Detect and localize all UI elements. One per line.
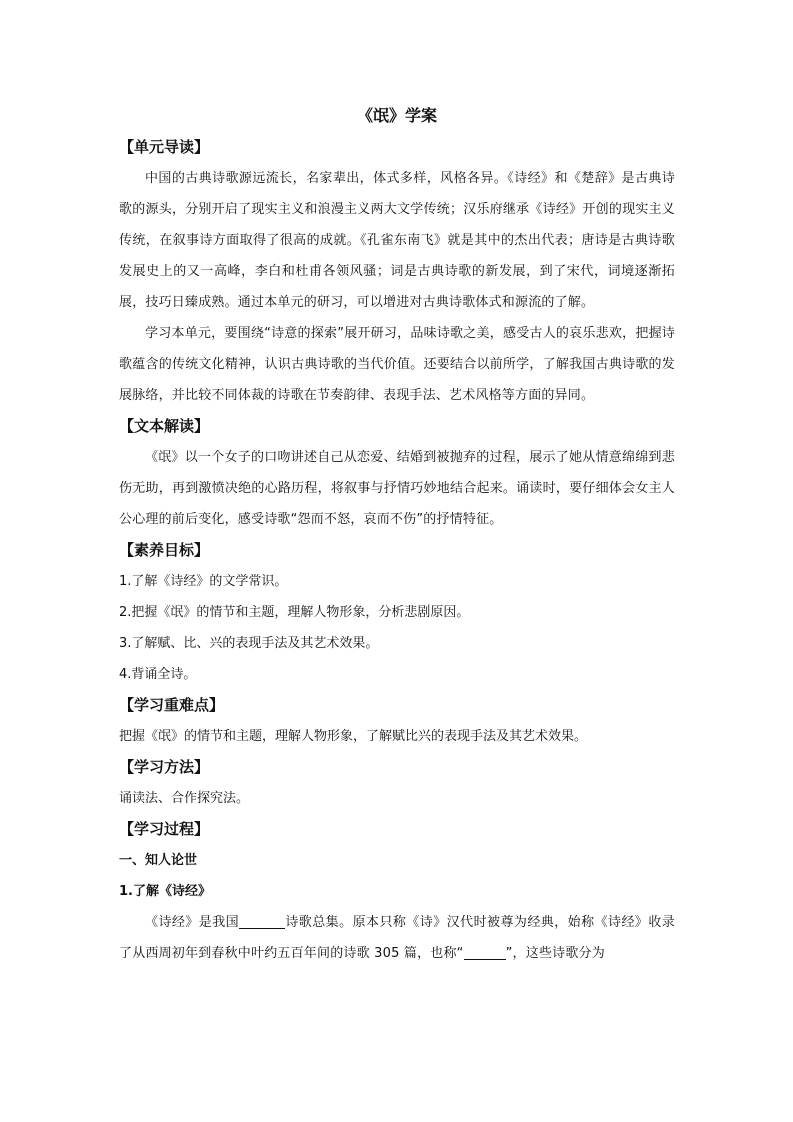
document-page [119, 100, 675, 969]
heading-unit-intro: 【单元导读】 [119, 138, 210, 156]
shijing-fill-paragraph [119, 907, 675, 969]
page-title: 《氓》学案 [356, 106, 437, 125]
subheading-shijing: 1.了解《诗经》 [119, 884, 211, 899]
goal-item-3: 3.了解赋、比、兴的表现手法及其艺术效果。 [119, 636, 379, 651]
heading-methods: 【学习方法】 [119, 758, 210, 776]
unit-intro-paragraph-2: 学习本单元，要围绕“诗意的探索”展开研习，品味诗歌之美，感受古人的哀乐悲欢，把握诗歌蕴含的传统文化精神，认识古典诗歌的当代价值。还要结合以前所学，了解我国古典诗歌的发展脉络，并比较不同体裁的诗歌在节奏韵律、表现手法、艺术风格等方面的异同。 [119, 326, 675, 403]
fill-text-a: 《诗经》是我国 [145, 915, 240, 930]
fill-blank-2[interactable] [464, 945, 506, 960]
key-points-text: 把握《氓》的情节和主题，理解人物形象，了解赋比兴的表现手法及其艺术效果。 [119, 729, 588, 744]
fill-blank-1[interactable] [239, 914, 285, 929]
subheading-know-author: 一、知人论世 [119, 853, 198, 868]
unit-intro-paragraph-1: 中国的古典诗歌源远流长，名家辈出，体式多样，风格各异。《诗经》和《楚辞》是古典诗歌的源头，分别开启了现实主义和浪漫主义两大文学传统；汉乐府继承《诗经》开创的现实主义传统，在叙事诗方面取得了很高的成就。《孔雀东南飞》就是其中的杰出代表；唐诗是古典诗歌发展史上的又一高峰，李白和杜甫各领风骚；词是古典诗歌的新发展，到了宋代，词境逐渐拓展，技巧日臻成熟。通过本单元的研习，可以增进对古典诗歌体式和源流的了解。 [119, 171, 675, 310]
text-reading-paragraph: 《氓》以一个女子的口吻讲述自己从恋爱、结婚到被抛弃的过程，展示了她从情意绵绵到悲伤无助，再到激愤决绝的心路历程，将叙事与抒情巧妙地结合起来。诵读时，要仔细体会女主人公心理的前后变化，感受诗歌“怨而不怒，哀而不伤”的抒情特征。 [119, 450, 675, 527]
goal-item-2: 2.把握《氓》的情节和主题，理解人物形象，分析悲剧原因。 [119, 605, 470, 620]
heading-key-points: 【学习重难点】 [119, 696, 225, 714]
fill-text-b: 诗歌总集。原本只称《诗》汉代时被尊为经典，始称《诗经》收录了从西周初年到春秋中叶约五百年间的诗歌 305 篇，也称“ [119, 915, 675, 961]
heading-text-reading: 【文本解读】 [119, 417, 210, 435]
heading-process: 【学习过程】 [119, 820, 210, 838]
goal-item-1: 1.了解《诗经》的文学常识。 [119, 574, 288, 589]
fill-text-c: ”，这些诗歌分为 [505, 946, 605, 961]
methods-text: 诵读法、合作探究法。 [119, 791, 250, 806]
heading-goals: 【素养目标】 [119, 541, 210, 559]
goal-item-4: 4.背诵全诗。 [119, 667, 197, 682]
